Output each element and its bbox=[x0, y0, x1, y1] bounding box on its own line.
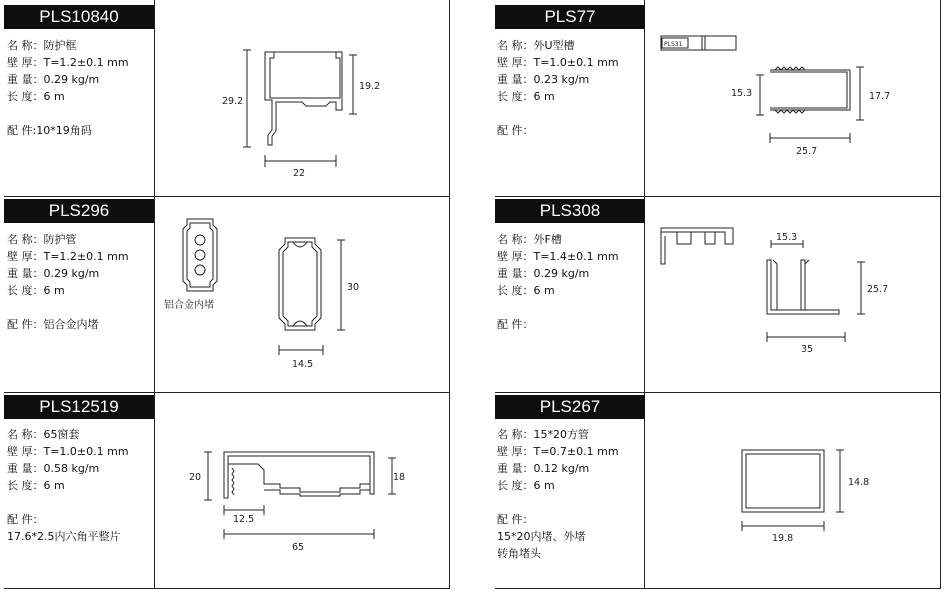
divider-vertical bbox=[940, 0, 941, 589]
name-label: 名 称： bbox=[497, 428, 534, 441]
divider-horizontal bbox=[495, 588, 941, 589]
dim-inner: 19.2 bbox=[359, 81, 381, 92]
product-length: 6 m bbox=[533, 90, 555, 103]
product-name: 65窗套 bbox=[43, 428, 80, 441]
accessory-label: 铝合金内堵 bbox=[164, 300, 214, 311]
product-length: 6 m bbox=[533, 284, 555, 297]
dim-right: 18 bbox=[393, 472, 406, 483]
length-label: 长 度： bbox=[497, 90, 534, 103]
dim-height: 29.2 bbox=[222, 96, 244, 107]
name-label: 名 称： bbox=[497, 233, 534, 246]
dim-right: 17.7 bbox=[869, 91, 891, 102]
divider-horizontal bbox=[495, 196, 941, 197]
profile-drawing bbox=[265, 232, 375, 372]
profile-drawing bbox=[655, 30, 895, 160]
product-parts: :10*19角码 bbox=[32, 124, 92, 137]
name-label: 名 称： bbox=[7, 428, 44, 441]
thickness-label: 壁 厚： bbox=[7, 250, 44, 263]
length-label: 长 度： bbox=[7, 284, 44, 297]
product-specs bbox=[7, 231, 129, 333]
product-code: PLS12519 bbox=[4, 395, 154, 419]
dim-small: 12.5 bbox=[233, 514, 255, 525]
divider-vertical bbox=[644, 0, 645, 589]
thickness-label: 壁 厚： bbox=[497, 250, 534, 263]
divider-horizontal bbox=[495, 392, 941, 393]
profile-drawing bbox=[210, 40, 390, 185]
product-code: PLS267 bbox=[495, 395, 645, 419]
product-thickness: T=1.0±0.1 mm bbox=[43, 445, 129, 458]
thickness-label: 壁 厚： bbox=[497, 445, 534, 458]
parts-label: 配 件： bbox=[7, 513, 44, 526]
product-specs bbox=[497, 231, 619, 333]
product-specs bbox=[497, 37, 619, 139]
dim-width: 25.7 bbox=[796, 146, 818, 157]
dim-width: 14.5 bbox=[292, 359, 314, 370]
parts-label: 配 件 bbox=[7, 124, 33, 137]
product-weight: 0.29 kg/m bbox=[533, 267, 590, 280]
weight-label: 重 量： bbox=[7, 462, 44, 475]
dim-width: 19.8 bbox=[772, 533, 794, 544]
profile-drawing bbox=[655, 222, 895, 362]
product-weight: 0.58 kg/m bbox=[43, 462, 100, 475]
product-thickness: T=1.2±0.1 mm bbox=[43, 56, 129, 69]
product-thickness: T=1.4±0.1 mm bbox=[533, 250, 619, 263]
divider-horizontal bbox=[4, 392, 450, 393]
dim-height: 25.7 bbox=[867, 284, 889, 295]
parts-label: 配 件： bbox=[497, 513, 534, 526]
ref-code: PLS31 bbox=[664, 41, 683, 48]
parts-label: 配 件： bbox=[7, 318, 44, 331]
product-length: 6 m bbox=[43, 90, 65, 103]
product-weight: 0.23 kg/m bbox=[533, 73, 590, 86]
product-thickness: T=0.7±0.1 mm bbox=[533, 445, 619, 458]
dim-left: 15.3 bbox=[731, 88, 753, 99]
product-length: 6 m bbox=[533, 479, 555, 492]
product-weight: 0.29 kg/m bbox=[43, 73, 100, 86]
product-thickness: T=1.2±0.1 mm bbox=[43, 250, 129, 263]
dim-width: 65 bbox=[292, 542, 305, 553]
name-label: 名 称： bbox=[7, 39, 44, 52]
accessory-drawing bbox=[175, 215, 225, 295]
divider-horizontal bbox=[4, 588, 450, 589]
product-parts: 17.6*2.5内六角平整片 bbox=[7, 530, 121, 543]
weight-label: 重 量： bbox=[497, 462, 534, 475]
product-specs bbox=[7, 426, 129, 545]
product-code: PLS308 bbox=[495, 199, 645, 223]
length-label: 长 度： bbox=[497, 479, 534, 492]
profile-drawing bbox=[180, 440, 410, 560]
divider-vertical bbox=[449, 0, 450, 589]
product-specs bbox=[7, 37, 129, 139]
product-name: 防护框 bbox=[43, 39, 77, 52]
dim-height: 30 bbox=[347, 282, 360, 293]
product-name: 防护管 bbox=[43, 233, 77, 246]
product-code: PLS296 bbox=[4, 199, 154, 223]
weight-label: 重 量： bbox=[7, 73, 44, 86]
product-specs bbox=[497, 426, 619, 562]
weight-label: 重 量： bbox=[497, 73, 534, 86]
name-label: 名 称： bbox=[497, 39, 534, 52]
product-name: 15*20方管 bbox=[533, 428, 589, 441]
thickness-label: 壁 厚： bbox=[497, 56, 534, 69]
dim-width: 22 bbox=[293, 168, 306, 179]
length-label: 长 度： bbox=[7, 90, 44, 103]
product-length: 6 m bbox=[43, 284, 65, 297]
product-thickness: T=1.0±0.1 mm bbox=[533, 56, 619, 69]
product-weight: 0.29 kg/m bbox=[43, 267, 100, 280]
dim-height: 14.8 bbox=[848, 477, 870, 488]
name-label: 名 称： bbox=[7, 233, 44, 246]
product-weight: 0.12 kg/m bbox=[533, 462, 590, 475]
product-name: 外U型槽 bbox=[533, 39, 575, 52]
dim-left: 20 bbox=[189, 472, 202, 483]
divider-vertical bbox=[154, 0, 155, 589]
dim-top: 15.3 bbox=[776, 232, 798, 243]
product-parts: 15*20内堵、外堵 bbox=[497, 530, 586, 543]
length-label: 长 度： bbox=[7, 479, 44, 492]
profile-drawing bbox=[730, 440, 890, 550]
divider-horizontal bbox=[4, 196, 450, 197]
thickness-label: 壁 厚： bbox=[7, 56, 44, 69]
product-length: 6 m bbox=[43, 479, 65, 492]
weight-label: 重 量： bbox=[7, 267, 44, 280]
length-label: 长 度： bbox=[497, 284, 534, 297]
parts-label: 配 件： bbox=[497, 318, 534, 331]
product-parts-2: 转角堵头 bbox=[497, 547, 541, 560]
weight-label: 重 量： bbox=[497, 267, 534, 280]
product-name: 外F槽 bbox=[533, 233, 562, 246]
product-parts: 铝合金内堵 bbox=[43, 318, 99, 331]
dim-width: 35 bbox=[801, 344, 814, 355]
thickness-label: 壁 厚： bbox=[7, 445, 44, 458]
product-code: PLS77 bbox=[495, 5, 645, 29]
parts-label: 配 件： bbox=[497, 124, 534, 137]
product-code: PLS10840 bbox=[4, 5, 154, 29]
